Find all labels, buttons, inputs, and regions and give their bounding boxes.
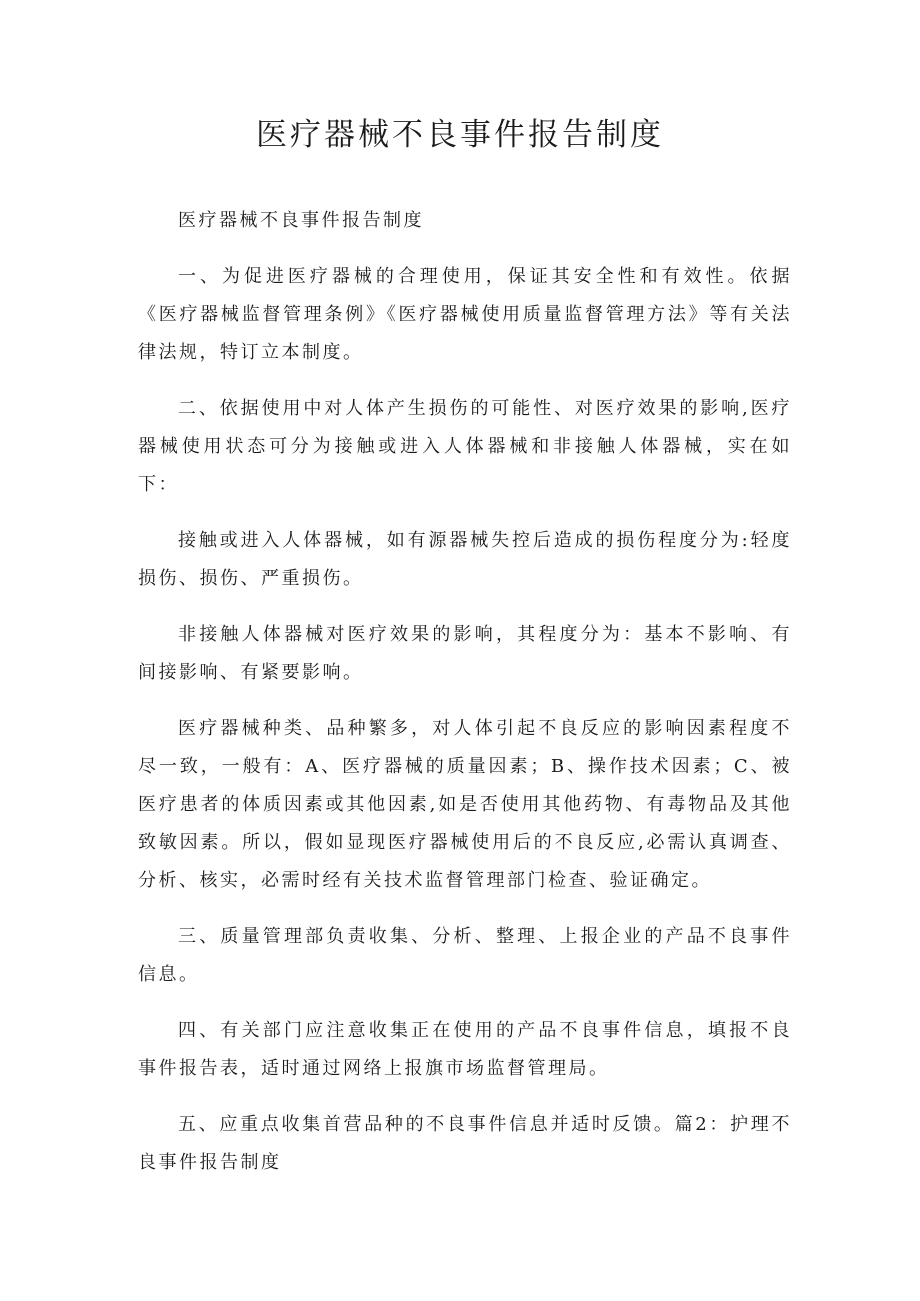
paragraph-subtitle: 医疗器械不良事件报告制度 [178,210,424,231]
document-title: 医疗器械不良事件报告制度 [256,117,664,153]
paragraph-section-one: 一、为促进医疗器械的合理使用，保证其安全性和有效性。依据《医疗器械监督管理条例》《医疗器械使用质量监督管理方法》等有关法律法规，特订立本制度。 [138,266,792,363]
paragraph-section-two: 二、依据使用中对人体产生损伤的可能性、对医疗效果的影响,医疗器械使用状态可分为接触或进入人体器械和非接触人体器械，实在如下： [138,398,792,495]
paragraph-influencing-factors: 医疗器械种类、品种繁多，对人体引起不良反应的影响因素程度不尽一致，一般有：A、医疗器械的质量因素；B、操作技术因素；C、被医疗患者的体质因素或其他因素,如是否使用其他药物、有毒物品及其他致敏因素。所以，假如显现医疗器械使用后的不良反应,必需认真调查、分析、核实，必需时经有关技术监督管理部门检查、验证确定。 [138,718,792,891]
paragraph-section-three: 三、质量管理部负责收集、分析、整理、上报企业的产品不良事件信息。 [138,926,792,985]
paragraph-non-contact-devices: 非接触人体器械对医疗效果的影响，其程度分为：基本不影响、有间接影响、有紧要影响。 [138,624,792,683]
document-body [138,202,792,1200]
paragraph-contact-devices: 接触或进入人体器械，如有源器械失控后造成的损伤程度分为:轻度损伤、损伤、严重损伤。 [138,530,792,589]
paragraph-section-five: 五、应重点收集首营品种的不良事件信息并适时反馈。篇2：护理不良事件报告制度 [138,1114,792,1173]
paragraph-section-four: 四、有关部门应注意收集正在使用的产品不良事件信息，填报不良事件报告表，适时通过网络上报旗市场监督管理局。 [138,1020,792,1079]
